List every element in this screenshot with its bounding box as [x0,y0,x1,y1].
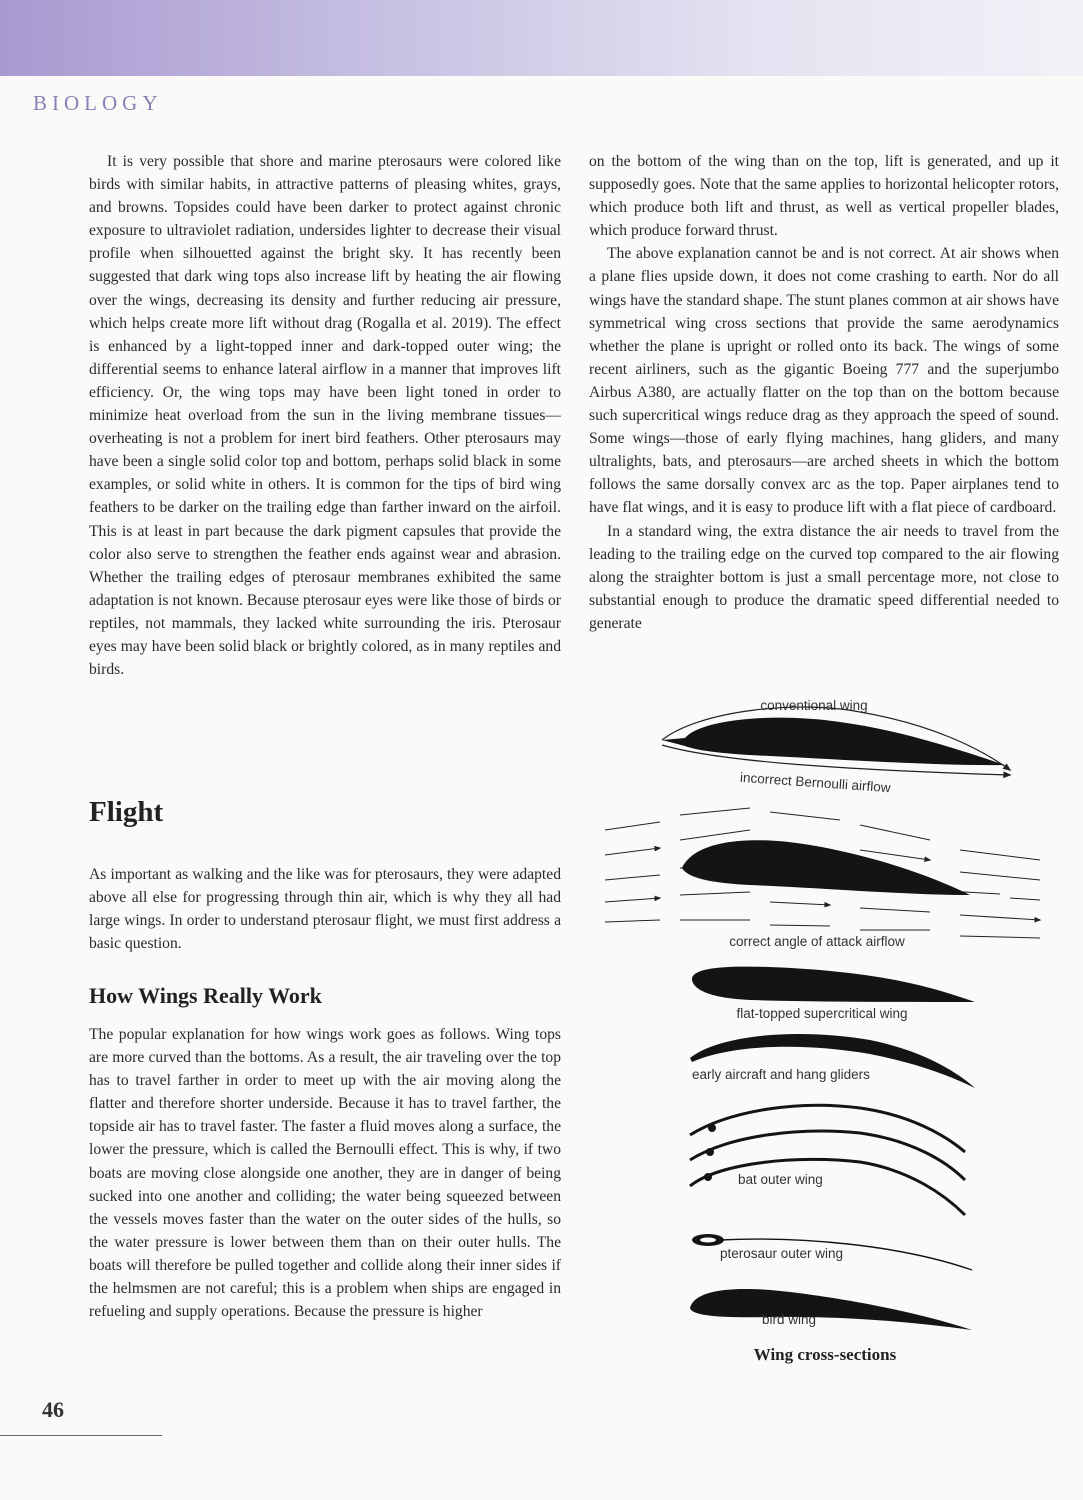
figure-caption: Wing cross-sections [753,1345,897,1364]
section-label: BIOLOGY [33,91,163,115]
bat-wing-line-1 [690,1105,965,1152]
bat-wing-line-3 [690,1159,965,1215]
label-bat-wing: bat outer wing [738,1172,823,1187]
wings-heading: How Wings Really Work [89,983,322,1008]
wings-text [89,1023,561,1323]
left-column-text [89,150,561,681]
label-bernoulli-airflow: incorrect Bernoulli airflow [739,769,892,796]
paragraph: As important as walking and the like was for pterosaurs, they were adapted above all else for progressing through thin air, which is why they all had large wings. In order to understand pterosaur flight, we must first address a basic question. [89,866,561,953]
bat-wing-line-2 [690,1131,965,1180]
label-bird-wing: bird wing [762,1312,817,1327]
angle-of-attack-wing-shape [682,840,970,895]
right-column-text [589,150,1059,635]
paragraph: In a standard wing, the extra distance the air needs to travel from the leading to the trailing edge on the curved top compared to the air flowing along the straighter bottom is just a small percentage more, not close to substantial enough to produce the dramatic speed differential needed to generate [589,522,1059,632]
label-conventional-wing: conventional wing [760,698,868,713]
header-band [0,0,1083,76]
bat-wing-bone [704,1173,712,1181]
wing-cross-sections-figure [600,690,1060,1340]
conventional-wing-shape [662,718,1005,765]
paragraph: on the bottom of the wing than on the top, lift is generated, and up it supposedly goes. Note that the same applies to horizontal helicopter rotors, which produce both lift and thrust, as well as vertical propeller blades, which produce forward thrust. [589,153,1059,240]
flight-intro [89,863,561,955]
pterosaur-wing-spar-hollow [700,1238,716,1243]
paragraph: It is very possible that shore and marine pterosaurs were colored like birds with similar habits, in attractive patterns of pleasing whites, grays, and browns. Topsides could have been darker to protect against chronic exposure to ultraviolet radiation, undersides lighter to decrease their visual profile when silhouetted against the bright sky. It has recently been suggested that dark wing tops also increase lift by heating the air flowing over the wings, decreasing its density and further reducing air pressure, which helps create more lift without drag (Rogalla et al. 2019). The effect is enhanced by a light-topped inner and dark-topped outer wing; the differential seems to enhance lateral airflow in a manner that improves lift efficiency. Or, the wing tops may have been light toned in order to minimize heat overload from the sun in the living membrane tissues—overheating is not a problem for inert bird feathers. Other pterosaurs may have been a single solid color top and bottom, perhaps solid black in some examples, or solid white in others. It is common for the tips of bird wing feathers to be darker on the trailing edge than farther inward on the airfoil. This is at least in part because the dark pigment capsules that provide the color also serve to strengthen the feather ends against wear and abrasion. Whether the trailing edges of pterosaur membranes exhibited the same adaptation is not known. Because pterosaur eyes were like those of birds or reptiles, not mammals, they lacked white surrounding the iris. Pterosaur eyes may have been solid black or brightly colored, as in many reptiles and birds. [89,153,561,679]
footer-rule [0,1435,162,1436]
label-supercritical-wing: flat-topped supercritical wing [736,1006,908,1021]
bat-wing-bone [708,1124,716,1132]
label-angle-of-attack: correct angle of attack airflow [729,934,905,949]
page-number: 46 [42,1397,64,1422]
supercritical-wing-shape [692,967,975,1002]
flight-heading: Flight [89,796,164,828]
label-early-aircraft: early aircraft and hang gliders [692,1067,870,1082]
bat-wing-bone [706,1148,714,1156]
paragraph: The above explanation cannot be and is not correct. At air shows when a plane flies upside down, it does not come crashing to earth. Nor do all wings have the standard shape. The stunt planes common at air shows have symmetrical wing cross sections that provide the same aerodynamics whether the plane is upright or rolled onto its back. The wings of some recent airliners, such as the gigantic Boeing 777 and the superjumbo Airbus A380, are actually flatter on the top than on the bottom because such supercritical wings reduce drag as they approach the speed of sound. Some wings—those of early flying machines, hang gliders, and many ultralights, bats, and pterosaurs—are arched sheets in which the bottom follows the same dorsally convex arc as the top. Paper airplanes tend to have flat wings, and it is easy to produce lift with a flat piece of cardboard. [589,245,1059,517]
paragraph: The popular explanation for how wings work goes as follows. Wing tops are more curved than the bottoms. As a result, the air traveling over the top has to travel farther in order to meet up with the air moving along the flatter and therefore shorter underside. Because it has to travel farther, the topside air has to travel faster. The faster a fluid moves along a surface, the lower the pressure, which is called the Bernoulli effect. This is why, if two boats are moving close alongside one another, they are in danger of being sucked into one another and colliding; the water being squeezed between the vessels moves faster than the water on the outer sides of the hulls, so the water pressure is lower between them than on their outer hulls. The boats will therefore be pulled together and collide along their inner sides if the helmsmen are not careful; this is a problem when ships are engaged in refueling and supply operations. Because the pressure is higher [89,1026,561,1321]
bird-wing-shape [690,1289,972,1330]
label-pterosaur-wing: pterosaur outer wing [720,1246,844,1261]
